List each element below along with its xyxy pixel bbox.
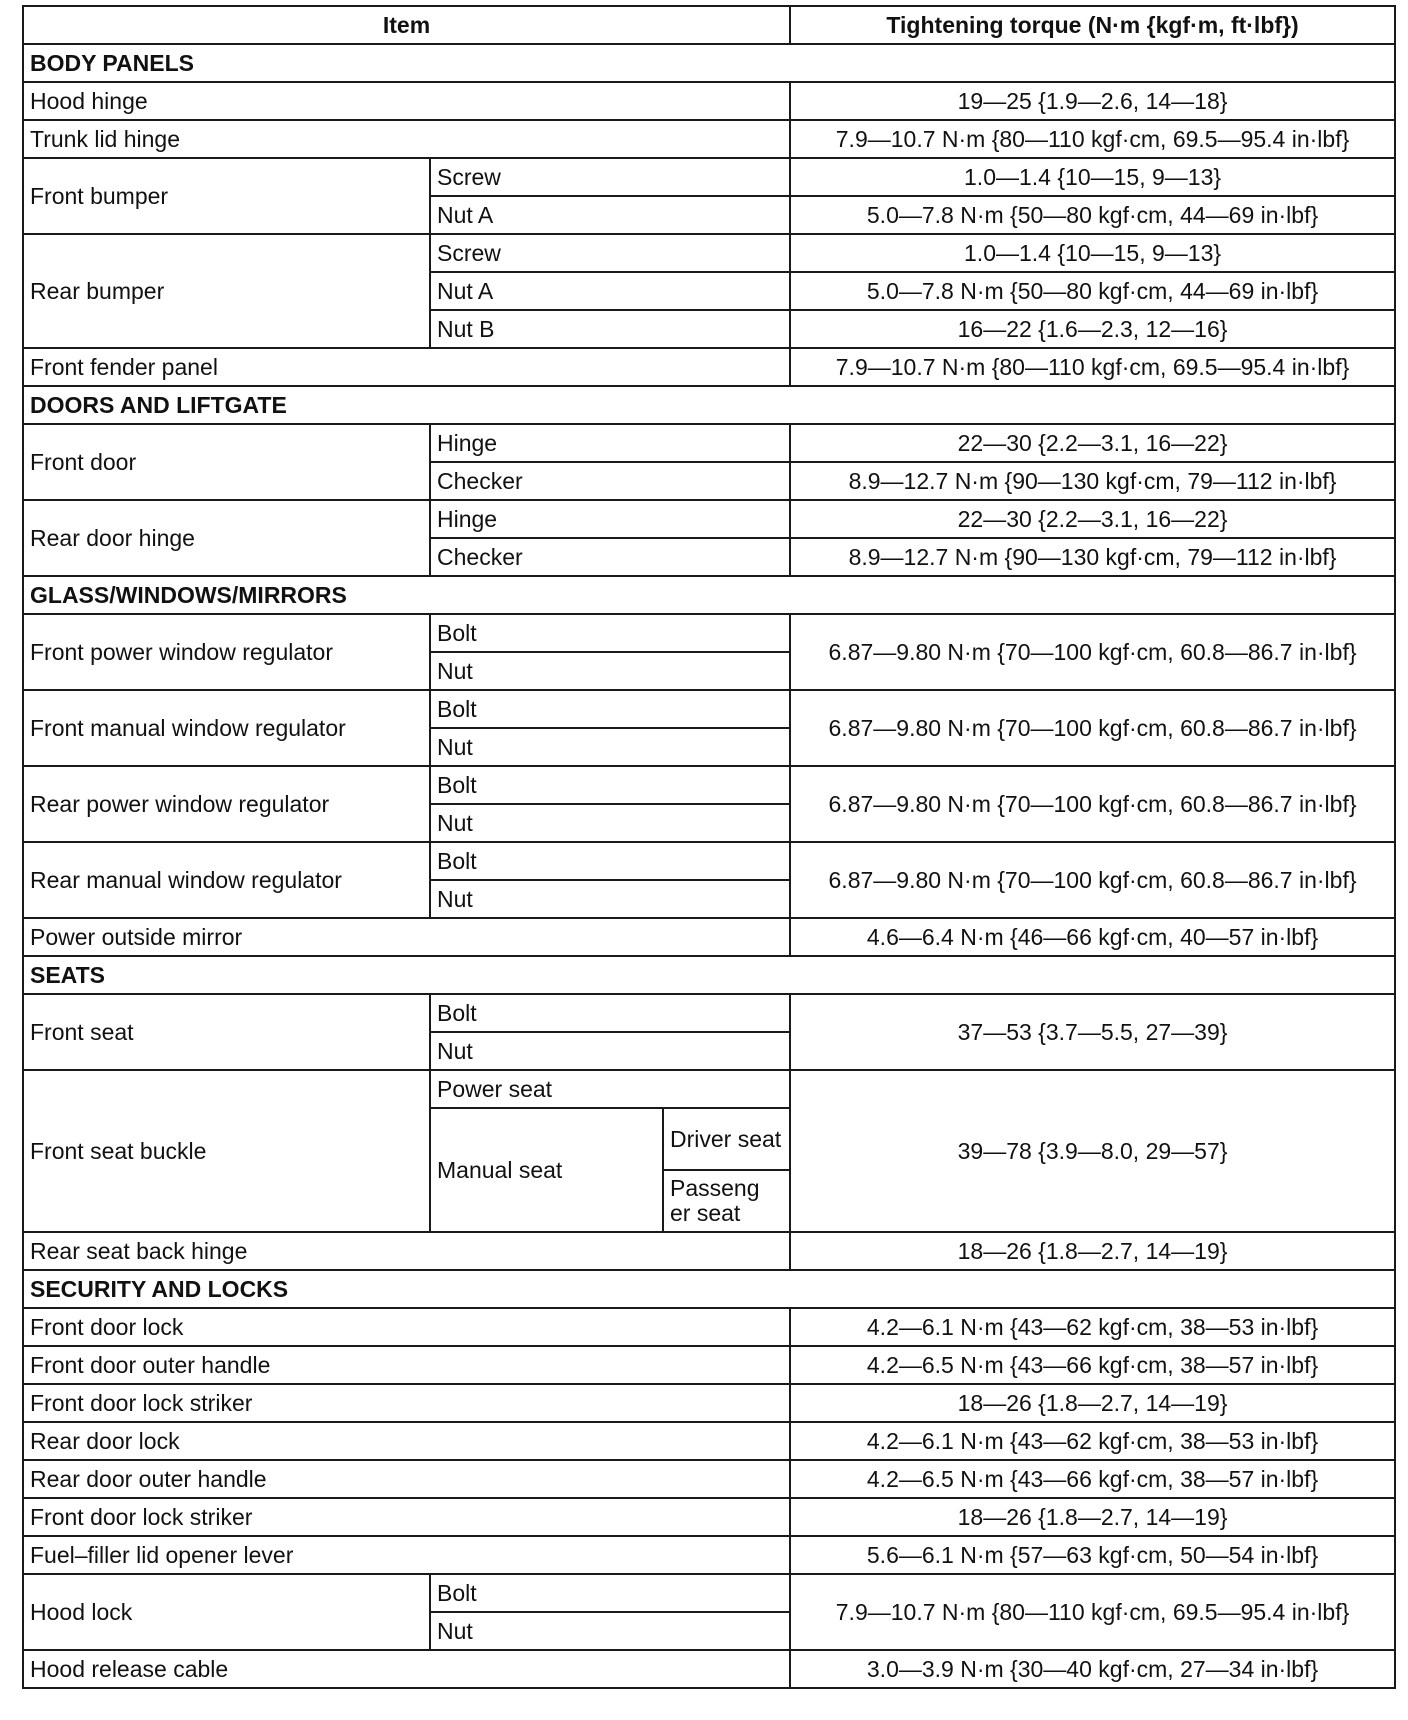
- item-cell: Trunk lid hinge: [23, 120, 790, 158]
- sub-item-cell: Nut B: [430, 310, 790, 348]
- table-row: [23, 1460, 1395, 1498]
- item-cell: Rear power window regulator: [23, 766, 430, 842]
- table-row: [23, 424, 1395, 462]
- sub-item-cell: Screw: [430, 158, 790, 196]
- sub-item-cell: Bolt: [430, 994, 790, 1032]
- section-doors-liftgate: DOORS AND LIFTGATE: [23, 386, 1395, 424]
- torque-cell: 5.0—7.8 N·m {50—80 kgf·cm, 44—69 in·lbf}: [790, 272, 1395, 310]
- item-cell: Front power window regulator: [23, 614, 430, 690]
- item-cell: Front door: [23, 424, 430, 500]
- sub-item-cell: Bolt: [430, 766, 790, 804]
- table-row: [23, 994, 1395, 1032]
- table-row: [23, 234, 1395, 272]
- table-row: [23, 1574, 1395, 1612]
- item-cell: Front fender panel: [23, 348, 790, 386]
- table-row: [23, 1498, 1395, 1536]
- table-row: [23, 1384, 1395, 1422]
- sub-item-cell: Bolt: [430, 1574, 790, 1612]
- table-row: [23, 1346, 1395, 1384]
- sub-item-cell: Hinge: [430, 424, 790, 462]
- torque-cell: 1.0—1.4 {10—15, 9—13}: [790, 158, 1395, 196]
- item-cell: Front manual window regulator: [23, 690, 430, 766]
- torque-cell: 22—30 {2.2—3.1, 16—22}: [790, 424, 1395, 462]
- table-row: [23, 614, 1395, 652]
- sub-item-cell: Nut: [430, 880, 790, 918]
- torque-cell: 4.6—6.4 N·m {46—66 kgf·cm, 40—57 in·lbf}: [790, 918, 1395, 956]
- item-cell: Rear door lock: [23, 1422, 790, 1460]
- item-cell: Front bumper: [23, 158, 430, 234]
- sub-item-cell: Nut: [430, 1612, 790, 1650]
- torque-cell: 1.0—1.4 {10—15, 9—13}: [790, 234, 1395, 272]
- sub-item-cell: Bolt: [430, 690, 790, 728]
- torque-cell: 6.87—9.80 N·m {70—100 kgf·cm, 60.8—86.7 in·lbf}: [790, 842, 1395, 918]
- section-glass: GLASS/WINDOWS/MIRRORS: [23, 576, 1395, 614]
- section-security: SECURITY AND LOCKS: [23, 1270, 1395, 1308]
- item-cell: Rear manual window regulator: [23, 842, 430, 918]
- torque-cell: 18—26 {1.8—2.7, 14—19}: [790, 1232, 1395, 1270]
- item-cell: Front seat: [23, 994, 430, 1070]
- sub-sub-item-cell: Passeng er seat: [663, 1170, 790, 1232]
- item-cell: Rear bumper: [23, 234, 430, 348]
- sub-item-cell: Bolt: [430, 842, 790, 880]
- item-cell: Rear door outer handle: [23, 1460, 790, 1498]
- item-cell: Fuel–filler lid opener lever: [23, 1536, 790, 1574]
- torque-table: [22, 5, 1396, 1689]
- section-seats: SEATS: [23, 956, 1395, 994]
- sub-sub-item-cell: Driver seat: [663, 1108, 790, 1170]
- torque-cell: 22—30 {2.2—3.1, 16—22}: [790, 500, 1395, 538]
- sub-item-cell: Power seat: [430, 1070, 790, 1108]
- item-cell: Hood hinge: [23, 82, 790, 120]
- torque-cell: 6.87—9.80 N·m {70—100 kgf·cm, 60.8—86.7 in·lbf}: [790, 690, 1395, 766]
- sub-item-cell: Bolt: [430, 614, 790, 652]
- item-cell: Rear door hinge: [23, 500, 430, 576]
- item-cell: Hood release cable: [23, 1650, 790, 1688]
- sub-item-cell: Manual seat: [430, 1108, 663, 1232]
- sub-item-cell: Nut A: [430, 196, 790, 234]
- item-cell: Front door outer handle: [23, 1346, 790, 1384]
- sub-item-cell: Nut: [430, 1032, 790, 1070]
- torque-cell: 4.2—6.1 N·m {43—62 kgf·cm, 38—53 in·lbf}: [790, 1308, 1395, 1346]
- item-cell: Rear seat back hinge: [23, 1232, 790, 1270]
- table-row: [23, 1308, 1395, 1346]
- torque-cell: 5.0—7.8 N·m {50—80 kgf·cm, 44—69 in·lbf}: [790, 196, 1395, 234]
- table-row: [23, 82, 1395, 120]
- section-row: [23, 44, 1395, 82]
- torque-cell: 7.9—10.7 N·m {80—110 kgf·cm, 69.5—95.4 in·lbf}: [790, 1574, 1395, 1650]
- table-row: [23, 690, 1395, 728]
- sub-item-cell: Checker: [430, 538, 790, 576]
- item-cell: Hood lock: [23, 1574, 430, 1650]
- header-item: Item: [23, 6, 790, 44]
- section-row: [23, 1270, 1395, 1308]
- sub-item-cell: Nut: [430, 652, 790, 690]
- item-cell: Front door lock striker: [23, 1498, 790, 1536]
- torque-cell: 18—26 {1.8—2.7, 14—19}: [790, 1498, 1395, 1536]
- torque-cell: 4.2—6.1 N·m {43—62 kgf·cm, 38—53 in·lbf}: [790, 1422, 1395, 1460]
- torque-cell: 8.9—12.7 N·m {90—130 kgf·cm, 79—112 in·lbf}: [790, 462, 1395, 500]
- table-row: [23, 766, 1395, 804]
- sub-item-cell: Nut: [430, 804, 790, 842]
- torque-cell: 4.2—6.5 N·m {43—66 kgf·cm, 38—57 in·lbf}: [790, 1346, 1395, 1384]
- torque-cell: 37—53 {3.7—5.5, 27—39}: [790, 994, 1395, 1070]
- torque-cell: 7.9—10.7 N·m {80—110 kgf·cm, 69.5—95.4 in·lbf}: [790, 348, 1395, 386]
- table-row: [23, 1070, 1395, 1108]
- item-cell: Front door lock striker: [23, 1384, 790, 1422]
- torque-cell: 39—78 {3.9—8.0, 29—57}: [790, 1070, 1395, 1232]
- section-row: [23, 956, 1395, 994]
- table-row: [23, 120, 1395, 158]
- table-row: [23, 1422, 1395, 1460]
- torque-cell: 7.9—10.7 N·m {80—110 kgf·cm, 69.5—95.4 in·lbf}: [790, 120, 1395, 158]
- section-row: [23, 576, 1395, 614]
- table-row: [23, 158, 1395, 196]
- torque-cell: 8.9—12.7 N·m {90—130 kgf·cm, 79—112 in·lbf}: [790, 538, 1395, 576]
- sub-item-cell: Nut: [430, 728, 790, 766]
- sub-item-cell: Screw: [430, 234, 790, 272]
- table-row: [23, 918, 1395, 956]
- table-row: [23, 1536, 1395, 1574]
- header-row: [23, 6, 1395, 44]
- item-cell: Front door lock: [23, 1308, 790, 1346]
- sub-item-cell: Checker: [430, 462, 790, 500]
- torque-cell: 16—22 {1.6—2.3, 12—16}: [790, 310, 1395, 348]
- table-row: [23, 1232, 1395, 1270]
- torque-cell: 19—25 {1.9—2.6, 14—18}: [790, 82, 1395, 120]
- section-body-panels: BODY PANELS: [23, 44, 1395, 82]
- torque-cell: 4.2—6.5 N·m {43—66 kgf·cm, 38—57 in·lbf}: [790, 1460, 1395, 1498]
- table-row: [23, 500, 1395, 538]
- torque-cell: 6.87—9.80 N·m {70—100 kgf·cm, 60.8—86.7 in·lbf}: [790, 614, 1395, 690]
- item-cell: Front seat buckle: [23, 1070, 430, 1232]
- table-row: [23, 348, 1395, 386]
- item-cell: Power outside mirror: [23, 918, 790, 956]
- torque-cell: 3.0—3.9 N·m {30—40 kgf·cm, 27—34 in·lbf}: [790, 1650, 1395, 1688]
- torque-cell: 5.6—6.1 N·m {57—63 kgf·cm, 50—54 in·lbf}: [790, 1536, 1395, 1574]
- torque-cell: 6.87—9.80 N·m {70—100 kgf·cm, 60.8—86.7 in·lbf}: [790, 766, 1395, 842]
- torque-cell: 18—26 {1.8—2.7, 14—19}: [790, 1384, 1395, 1422]
- section-row: [23, 386, 1395, 424]
- header-torque: Tightening torque (N·m {kgf·m, ft·lbf}): [790, 6, 1395, 44]
- sub-item-cell: Nut A: [430, 272, 790, 310]
- table-row: [23, 842, 1395, 880]
- sub-item-cell: Hinge: [430, 500, 790, 538]
- table-row: [23, 1650, 1395, 1688]
